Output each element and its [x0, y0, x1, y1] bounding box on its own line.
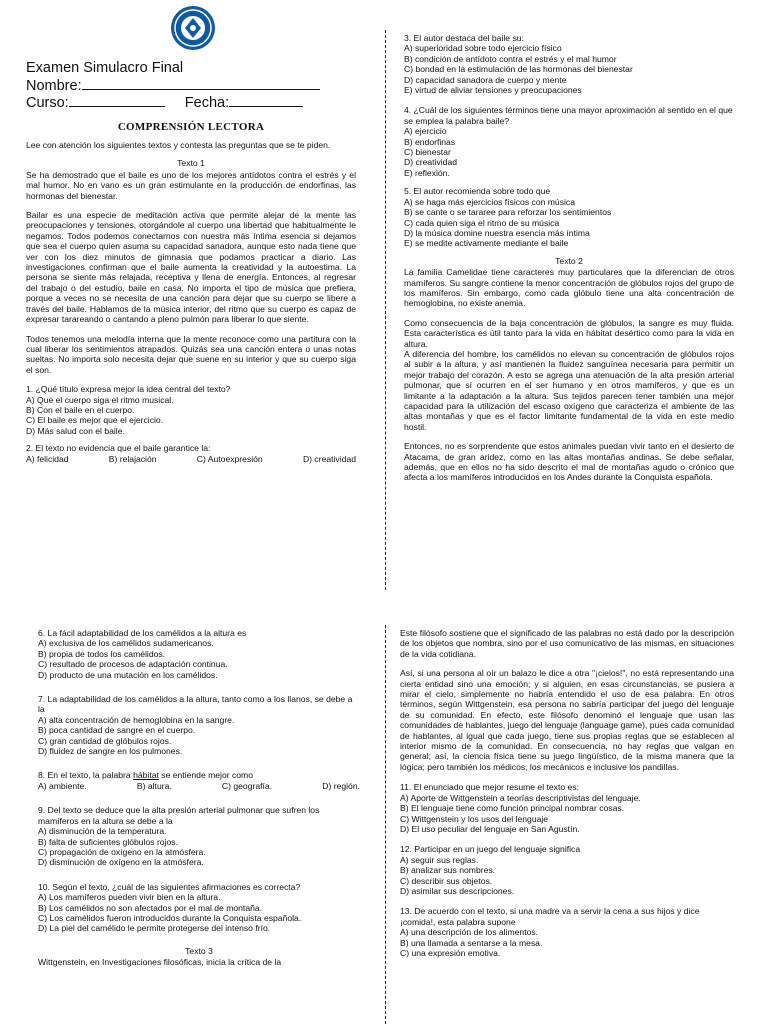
question-10 [38, 882, 360, 934]
option-c[interactable]: C) Wittgenstein y los usos del lenguaje [400, 813, 549, 824]
option-b[interactable]: B) poca cantidad de sangre en el cuerpo. [38, 725, 196, 736]
question-stem: 2. El texto no evidencia que el baile garantice la: [26, 443, 211, 454]
question-3 [404, 33, 734, 95]
question-stem: 5. El autor recomienda sobre todo que [404, 186, 551, 197]
question-11 [400, 782, 734, 834]
texto2-paragraph: La familia Camelidae tiene caracteres muy particulares que la diferencian de otros mamíferos. Su sangre contiene la menor concentración de glóbulos rojos del grupo de los mamíferos. Sin embargo, como cada glóbulo tiene una alta concentración de hemoglobina, no existe anemia. [404, 267, 734, 309]
question-6 [38, 628, 360, 680]
texto2-title: Texto 2 [555, 255, 583, 266]
option-c[interactable]: C) El baile es mejor que el ejercicio. [26, 415, 164, 426]
option-a[interactable]: A) ambiente. [38, 780, 87, 791]
texto3-title: Texto 3 [185, 945, 213, 956]
question-stem: 12. Participar en un juego del lenguaje significa [400, 844, 581, 855]
option-c[interactable]: C) bienestar [404, 147, 451, 158]
question-1 [26, 384, 356, 436]
texto1-paragraph: Bailar es una especie de meditación activa que permite alejar de la mente las preocupaciones y tensiones, otorgándole al cuerpo una libertad que habitualmente le negamos. Todos podemos conectarnos con nuestra más íntima esencia si dejamos que sea el cuerpo quien asuma su capacidad sanadora, aunque esto nada tiene que ver con los diez minutos de gimnasia que podamos practicar a diario. Las investigaciones confirman que el baile aumenta la creatividad y la autoestima. La persona se siente más relajada, receptiva y llena de energía. Entonces, al regresar del trabajo o del estudio, baile en casa. No importa el tipo de música que prefiera, porque a veces no se necesita de una canción para dejar que su cuerpo se libere a través del baile. Hablamos de la música interior, del ritmo que su cuerpo es capaz de expresar tarareando o cantando a pleno pulmón para liberar lo que siente. [26, 210, 356, 325]
option-b[interactable]: B) endorfinas [404, 136, 456, 147]
option-d[interactable]: D) asimilar sus descripciones. [400, 885, 515, 896]
top-right-column [404, 33, 734, 489]
option-a[interactable]: A) se haga más ejercicios físicos con música [404, 196, 575, 207]
option-a[interactable]: A) alta concentración de hemoglobina en la sangre. [38, 714, 235, 725]
option-a[interactable]: A) exclusiva de los camélidos sudamericanos. [38, 638, 214, 649]
question-stem-end: se entiende mejor como [161, 770, 253, 781]
column-divider [385, 625, 386, 1024]
option-d[interactable]: D) La piel del camélido le permite protegerse del intenso frío. [38, 923, 271, 934]
texto1-paragraph: Todos tenemos una melodía interna que la mente reconoce como una partitura con la cual liberar los sentimientos atrapados. Quizás sea una canción entera o unas notas sueltas. No importa solo necesita dejar que suene en su interior y que su cuerpo siga el son. [26, 333, 356, 375]
option-b[interactable]: B) una llamada a sentarse a la mesa. [400, 937, 543, 948]
texto1-title: Texto 1 [177, 158, 205, 169]
question-9 [38, 805, 360, 867]
option-b[interactable]: B) altura. [136, 780, 172, 791]
name-label: Nombre: [26, 77, 82, 94]
option-a[interactable]: A) superioridad sobre todo ejercicio físico [404, 43, 562, 54]
course-blank[interactable] [69, 94, 165, 107]
question-7 [38, 694, 360, 756]
option-d[interactable]: D) disminución de oxígeno en la atmósfera. [38, 857, 204, 868]
texto3-first-line: Wittgenstein, en Investigaciones filosóficas, inicia la crítica de la [38, 957, 282, 968]
bottom-right-column [400, 628, 734, 965]
option-d[interactable]: D) región. [322, 780, 360, 791]
option-b[interactable]: B) falta de suficientes glóbulos rojos. [38, 836, 178, 847]
texto2-paragraph: Como consecuencia de la baja concentración de glóbulos, la sangre es muy fluida. Esta característica es útil tanto para la vida en hábitat desértico como para la vida en altura. [404, 317, 734, 349]
option-e[interactable]: E) se medite activamente mediante el baile [404, 238, 569, 249]
question-stem: 13. De acuerdo con el texto, si una madre va a servir la cena a sus hijos y dice ¡comida!, esta palabra supone [400, 906, 700, 927]
keyword-habitat: hábitat [133, 770, 159, 781]
option-b[interactable]: B) relajación [108, 453, 157, 464]
option-d[interactable]: D) creatividad [404, 157, 458, 168]
option-c[interactable]: C) describir sus objetos. [400, 875, 493, 886]
option-c[interactable]: C) gran cantidad de glóbulos rojos. [38, 735, 172, 746]
question-2 [26, 443, 356, 464]
option-d[interactable]: D) producto de una mutación en los camélidos. [38, 669, 218, 680]
option-d[interactable]: D) Más salud con el baile. [26, 425, 125, 436]
option-b[interactable]: B) condición de antídoto contra el estrés y el mal humor [404, 53, 617, 64]
texto2-paragraph: Entonces, no es sorprendente que estos animales puedan vivir tanto en el desierto de Atacama, de gran aridez, como en las altas montañas andinas. Se debe señalar, además, que en ellos no ha sido descrito el mal de montañas agudo o crónico que afecta a los mamíferos introducidos en los Andes durante la Conquista española. [404, 441, 734, 483]
option-b[interactable]: B) analizar sus nombres. [400, 865, 496, 876]
question-4 [404, 105, 734, 178]
texto1-paragraph: Se ha demostrado que el baile es uno de los mejores antídotos contra el estrés y el mal humor. No en vano es un gran estimulante en la producción de endorfinas, las hormonas del bienestar. [26, 169, 356, 201]
exam-title: Examen Simulacro Final [26, 60, 184, 76]
texto3-paragraph: Este filósofo sostiene que el significado de las palabras no está dado por la descripción de los objetos que nombra, sino por el uso comunicativo de las mismas, en situaciones de la vida cotidiana. [400, 628, 734, 659]
question-stem: 10. Según el texto, ¿cuál de las siguientes afirmaciones es correcta? [38, 881, 301, 892]
option-a[interactable]: A) Aporte de Wittgenstein a teorías descriptivistas del lenguaje. [400, 792, 641, 803]
option-b[interactable]: B) El lenguaje tiene como función principal nombrar cosas. [400, 803, 625, 814]
bottom-left-column [38, 628, 360, 968]
option-a[interactable]: A) una descripción de los alimentos. [400, 927, 539, 938]
option-b[interactable]: B) Los camélidos no son afectados por el mal de montaña. [38, 902, 263, 913]
question-stem: 4. ¿Cuál de los siguientes términos tiene una mayor aproximación al sentido en el que se emplea la palabra baile? [404, 105, 733, 126]
option-c[interactable]: C) una expresión emotiva. [400, 947, 501, 958]
section-title: COMPRENSIÓN LECTORA [117, 121, 265, 133]
option-c[interactable]: C) geografía. [221, 780, 273, 791]
question-stem: 3. El autor destaca del baile su: [404, 33, 524, 43]
question-5 [404, 186, 734, 248]
name-blank[interactable] [82, 77, 320, 90]
question-stem: 6. La fácil adaptabilidad de los camélidos a la altura es [38, 628, 247, 638]
option-d[interactable]: D) fluidez de sangre en los pulmones. [38, 746, 183, 757]
question-13 [400, 906, 734, 958]
instructions: Lee con atención los siguientes textos y contesta las preguntas que se te piden. [26, 140, 331, 150]
question-stem: 1. ¿Qué título expresa mejor la idea central del texto? [26, 384, 231, 395]
texto2-paragraph: A diferencia del hombre, los camélidos no elevan su concentración de glóbulos rojos al subir a la altura, y así mantienen la fluidez sanguínea necesaria para permitir un mejor trabajo del corazón. A esto se agrega una atenuación de la alta presión arterial pulmonar, que sí ocurren en el ser humano y en otros mamíferos, y que es un limitante a la adaptación a la altura. Sus tejidos parecen tener también una mejor capacidad para la utilización del escaso oxígeno que caracteriza el ambiente de las altas montañas y que es el factor limitante fundamental de la vida en este medio hostil. [404, 348, 734, 432]
top-left-column [26, 140, 356, 471]
option-a[interactable]: A) disminución de la temperatura. [38, 826, 167, 837]
option-b[interactable]: B) se cante o se tararee para reforzar los sentimientos [404, 207, 612, 218]
option-d[interactable]: D) El uso peculiar del lenguaje en San Agustín. [400, 823, 580, 834]
option-d[interactable]: D) la música domine nuestra esencia más íntima [404, 227, 590, 238]
question-stem: 7. La adaptabilidad de los camélidos a la altura, tanto como a los llanos, se debe a la [38, 694, 353, 715]
option-a[interactable]: A) ejercicio [404, 126, 447, 137]
option-d[interactable]: D) creatividad [302, 453, 356, 464]
question-stem: 8. En el texto, la palabra [38, 770, 131, 781]
option-c[interactable]: C) Autoexpresión [196, 453, 263, 464]
option-c[interactable]: C) propagación de oxígeno en la atmósfera. [38, 846, 206, 857]
option-b[interactable]: B) propia de todos los camélidos. [38, 648, 166, 659]
exam-header [26, 60, 326, 112]
option-e[interactable]: E) reflexión. [404, 167, 450, 178]
column-divider [385, 30, 386, 590]
option-a[interactable]: A) Que el cuerpo siga el ritmo musical. [26, 394, 174, 405]
question-12 [400, 844, 734, 896]
option-b[interactable]: B) Con el baile en el cuerpo. [26, 404, 135, 415]
school-logo [170, 5, 216, 51]
option-e[interactable]: E) virtud de aliviar tensiones y preocupaciones [404, 85, 582, 96]
course-label: Curso: [26, 95, 69, 111]
option-a[interactable]: A) Los mamíferos pueden vivir bien en la altura. [38, 892, 221, 903]
option-c[interactable]: C) resultado de procesos de adaptación continua. [38, 659, 228, 670]
option-c[interactable]: C) Los camélidos fueron introducidos durante la Conquista española. [38, 912, 302, 923]
date-blank[interactable] [229, 94, 303, 107]
option-c[interactable]: C) cada quien siga el ritmo de su música [404, 217, 560, 228]
question-8 [38, 770, 360, 791]
date-label: Fecha: [184, 95, 230, 111]
option-d[interactable]: D) capacidad sanadora de cuerpo y mente [404, 74, 567, 85]
option-a[interactable]: A) felicidad [26, 453, 69, 464]
question-stem: 11. El enunciado que mejor resume el texto es: [400, 782, 579, 793]
option-c[interactable]: C) bondad en la estimulación de las hormonas del bienestar [404, 64, 633, 75]
question-stem: 9. Del texto se deduce que la alta presión arterial pulmonar que sufren los mamíferos en la altura se debe a la [38, 805, 320, 826]
texto3-paragraph: Así, si una persona al oír un balazo le dice a otra "¡cielos!", no está representando una cierta entidad sino una emoción; y si alguien, en esas circunstancias, se pusiera a mirar el cielo, simplemente no habría entendido el uso de esa palabra. En otros términos, según Wittgenstein, esa persona no sabría participar del juego del lenguaje de su comunidad. En efecto, este filósofo denominó el lenguaje que usan las comunidades de hablantes, juego del lenguaje (language game), pues cada comunidad de hablantes, al igual que cada juego, tiene sus propias reglas que se establecen al interior mismo de la comunidad. En consecuencia, no hay reglas que valgan en general; así, la ciencia física tiene su juego lingüístico, de la misma manera que la lógica; pero también los médicos, los mecánicos e inclusive los pandillas. [400, 668, 734, 772]
option-a[interactable]: A) seguir sus reglas. [400, 854, 479, 865]
